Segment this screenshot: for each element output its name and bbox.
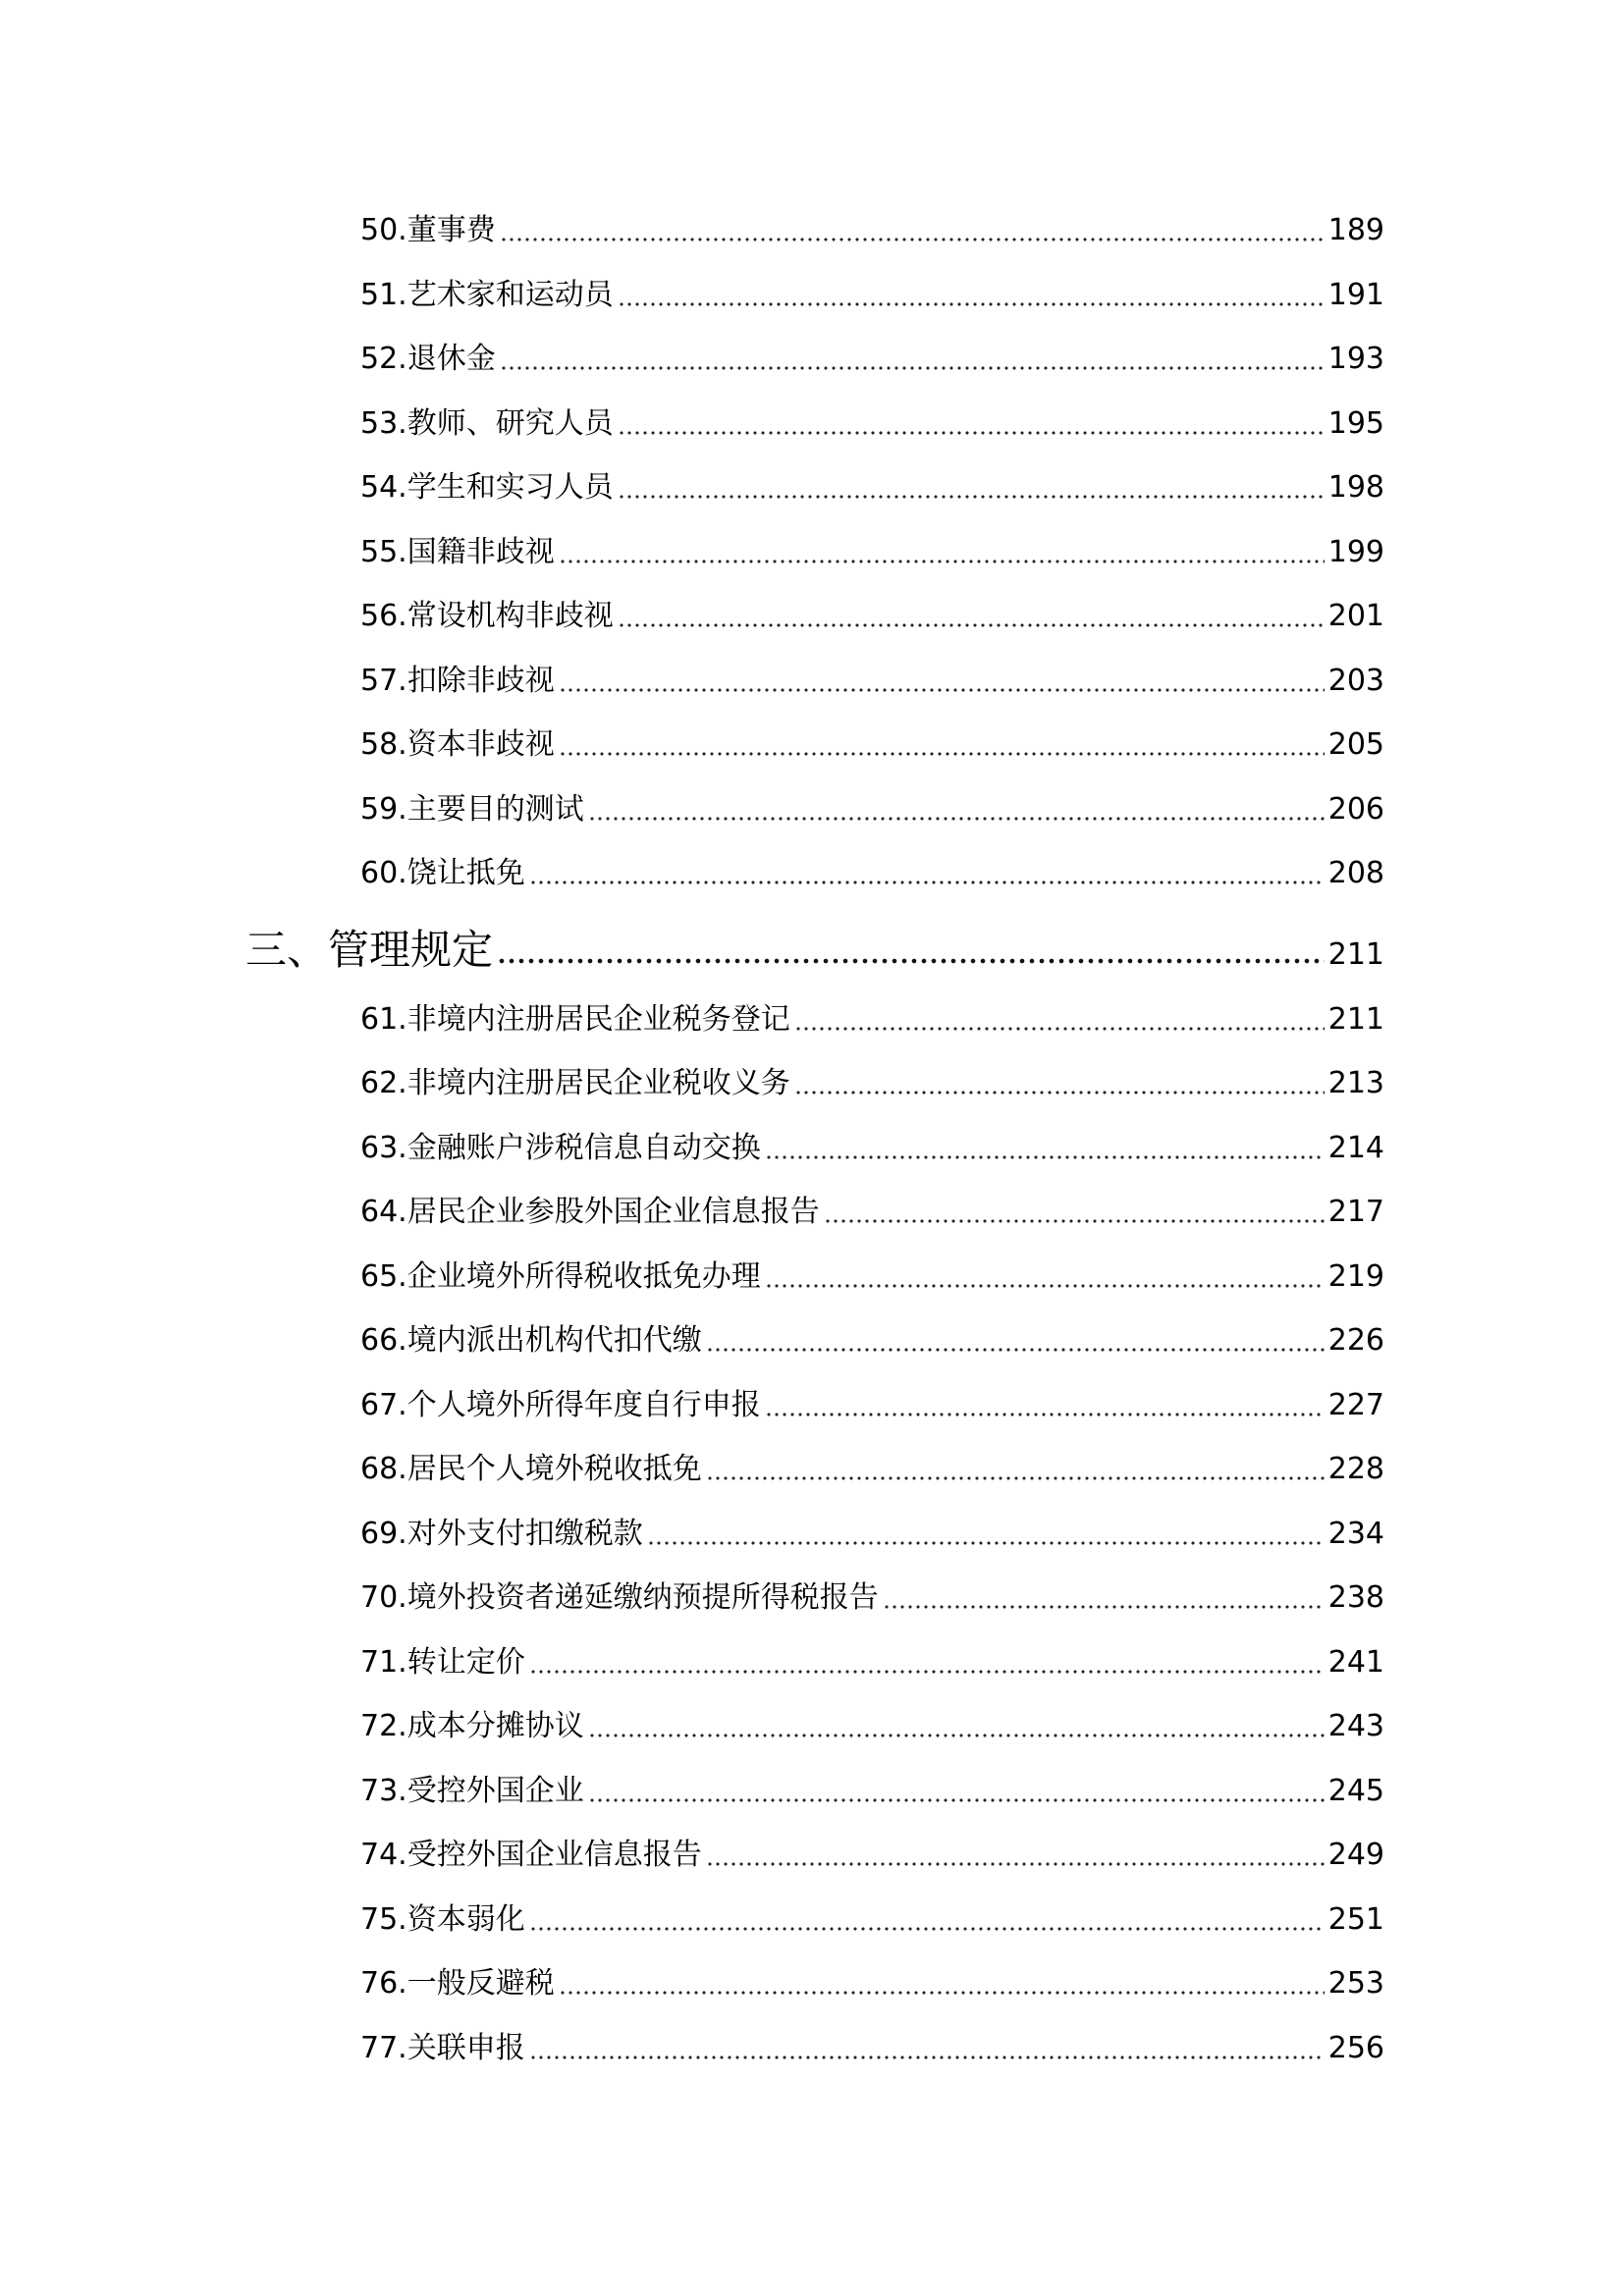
toc-entry[interactable] — [360, 1257, 1384, 1297]
toc-entry[interactable] — [360, 468, 1384, 507]
toc-entry-number: 52. — [360, 342, 407, 376]
toc-entry-number: 59. — [360, 792, 407, 827]
toc-entry-title: 受控外国企业 — [406, 1774, 584, 1808]
toc-entry-number: 51. — [360, 278, 407, 312]
toc-entry[interactable] — [360, 597, 1384, 636]
toc-entry-page: 191 — [1327, 278, 1384, 312]
dot-leader — [559, 752, 1325, 756]
toc-entry-title: 艺术家和运动员 — [406, 278, 614, 312]
dot-leader — [500, 238, 1325, 241]
toc-entry[interactable] — [360, 1321, 1384, 1361]
toc-entry-number: 53. — [360, 406, 407, 441]
toc-entry[interactable] — [360, 533, 1384, 572]
dot-leader — [765, 1413, 1325, 1416]
toc-entry[interactable] — [360, 1000, 1384, 1040]
dot-leader — [529, 881, 1325, 884]
toc-entry-title: 境内派出机构代扣代缴 — [406, 1323, 702, 1358]
toc-entry-page: 199 — [1327, 535, 1384, 569]
toc-entry-page: 195 — [1327, 406, 1384, 441]
toc-entry[interactable] — [360, 725, 1384, 765]
toc-entry-page: 228 — [1327, 1452, 1384, 1486]
toc-section-heading[interactable] — [245, 925, 1384, 976]
toc-entry[interactable] — [360, 211, 1384, 250]
toc-entry-page: 241 — [1327, 1645, 1384, 1680]
toc-entry-title: 常设机构非歧视 — [406, 599, 614, 633]
dot-leader — [559, 688, 1325, 692]
toc-entry-page: 251 — [1327, 1902, 1384, 1937]
toc-entry-number: 75. — [360, 1902, 407, 1937]
toc-entry[interactable] — [360, 854, 1384, 893]
toc-entry-title: 一般反避税 — [406, 1966, 555, 2001]
toc-entry-title: 企业境外所得税收抵免办理 — [406, 1259, 761, 1294]
toc-entry-number: 68. — [360, 1452, 407, 1486]
toc-entry-number: 61. — [360, 1002, 407, 1037]
toc-entry-title: 居民个人境外税收抵免 — [406, 1452, 702, 1486]
toc-entry[interactable] — [360, 276, 1384, 315]
toc-entry-number: 76. — [360, 1966, 407, 2001]
toc-entry[interactable] — [360, 1129, 1384, 1168]
toc-entry-page: 213 — [1327, 1066, 1384, 1100]
toc-section-title: 三、管理规定 — [245, 926, 494, 974]
toc-section-page: 211 — [1327, 937, 1384, 972]
toc-entry-page: 201 — [1327, 599, 1384, 633]
dot-leader — [883, 1605, 1325, 1609]
toc-entry-page: 245 — [1327, 1774, 1384, 1808]
dot-leader — [647, 1541, 1325, 1545]
toc-entry[interactable] — [360, 1964, 1384, 2003]
toc-entry-page: 203 — [1327, 664, 1384, 698]
toc-entry-number: 63. — [360, 1131, 407, 1165]
toc-entry-title: 关联申报 — [406, 2031, 525, 2065]
toc-entry[interactable] — [360, 662, 1384, 701]
toc-entry-title: 董事费 — [406, 213, 496, 247]
toc-entry[interactable] — [360, 1900, 1384, 1940]
toc-entry-page: 214 — [1327, 1131, 1384, 1165]
toc-entry[interactable] — [360, 1707, 1384, 1746]
toc-entry-title: 金融账户涉税信息自动交换 — [406, 1131, 761, 1165]
dot-leader — [618, 302, 1325, 306]
toc-entry-page: 205 — [1327, 727, 1384, 762]
toc-entry-title: 境外投资者递延缴纳预提所得税报告 — [406, 1580, 879, 1615]
toc-entry-page: 256 — [1327, 2031, 1384, 2065]
toc-entry[interactable] — [360, 1515, 1384, 1554]
toc-entry-title: 非境内注册居民企业税收义务 — [406, 1066, 790, 1100]
toc-entry[interactable] — [360, 1193, 1384, 1232]
toc-entry-number: 62. — [360, 1066, 407, 1100]
dot-leader — [588, 1734, 1325, 1737]
toc-entry-title: 非境内注册居民企业税务登记 — [406, 1002, 790, 1037]
toc-entry-title: 教师、研究人员 — [406, 406, 614, 441]
dot-leader — [500, 366, 1325, 370]
toc-entry-number: 60. — [360, 856, 407, 890]
toc-entry-number: 64. — [360, 1195, 407, 1229]
toc-entry-title: 个人境外所得年度自行申报 — [406, 1388, 761, 1422]
toc-entry-page: 234 — [1327, 1517, 1384, 1551]
toc-entry-page: 219 — [1327, 1259, 1384, 1294]
toc-entry[interactable] — [360, 1450, 1384, 1489]
dot-leader — [706, 1862, 1325, 1866]
toc-entry-number: 57. — [360, 664, 407, 698]
toc-entry-number: 77. — [360, 2031, 407, 2065]
dot-leader — [765, 1284, 1325, 1288]
dot-leader — [618, 495, 1325, 499]
toc-entry[interactable] — [360, 2029, 1384, 2068]
toc-entry-page: 249 — [1327, 1838, 1384, 1872]
toc-entry-title: 资本弱化 — [406, 1902, 525, 1937]
toc-entry[interactable] — [360, 1386, 1384, 1425]
toc-entry-number: 56. — [360, 599, 407, 633]
toc-entry[interactable] — [360, 1836, 1384, 1875]
dot-leader — [765, 1155, 1325, 1159]
toc-entry-page: 208 — [1327, 856, 1384, 890]
toc-entry-title: 居民企业参股外国企业信息报告 — [406, 1195, 820, 1229]
dot-leader — [559, 560, 1325, 563]
toc-entry-number: 65. — [360, 1259, 407, 1294]
toc-entry-title: 学生和实习人员 — [406, 470, 614, 505]
toc-entry-number: 66. — [360, 1323, 407, 1358]
toc-entry-title: 成本分摊协议 — [406, 1709, 584, 1743]
dot-leader — [706, 1348, 1325, 1352]
toc-entry-page: 243 — [1327, 1709, 1384, 1743]
dot-leader — [824, 1219, 1325, 1223]
dot-leader — [559, 1991, 1325, 1995]
toc-entry-title: 扣除非歧视 — [406, 664, 555, 698]
dot-leader — [794, 1027, 1325, 1031]
toc-entry-number: 72. — [360, 1709, 407, 1743]
toc-entry[interactable] — [360, 1578, 1384, 1618]
toc-entry-number: 69. — [360, 1517, 407, 1551]
toc-entry-title: 转让定价 — [406, 1645, 525, 1680]
dot-leader — [529, 2056, 1325, 2059]
toc-entry-title: 对外支付扣缴税款 — [406, 1517, 643, 1551]
toc-entry-title: 受控外国企业信息报告 — [406, 1838, 702, 1872]
toc-entry-title: 饶让抵免 — [406, 856, 525, 890]
toc-entry-number: 70. — [360, 1580, 407, 1615]
toc-entry-page: 189 — [1327, 213, 1384, 247]
toc-entry[interactable] — [360, 790, 1384, 829]
toc-entry-number: 67. — [360, 1388, 407, 1422]
toc-entry[interactable] — [360, 1064, 1384, 1103]
toc-entry[interactable] — [360, 340, 1384, 379]
toc-entry-page: 227 — [1327, 1388, 1384, 1422]
toc-entry-page: 211 — [1327, 1002, 1384, 1037]
toc-entry[interactable] — [360, 1772, 1384, 1811]
toc-entry-number: 73. — [360, 1774, 407, 1808]
toc-entry-page: 253 — [1327, 1966, 1384, 2001]
toc-entry-page: 206 — [1327, 792, 1384, 827]
dot-leader — [706, 1476, 1325, 1480]
dot-leader — [618, 431, 1325, 435]
dot-leader — [529, 1670, 1325, 1674]
toc-entry[interactable] — [360, 1643, 1384, 1682]
toc-entry-page: 226 — [1327, 1323, 1384, 1358]
toc-entry-title: 国籍非歧视 — [406, 535, 555, 569]
toc-entry-page: 238 — [1327, 1580, 1384, 1615]
toc-entry-number: 50. — [360, 213, 407, 247]
dot-leader — [497, 958, 1325, 964]
toc-entry-title: 退休金 — [406, 342, 496, 376]
toc-entry-number: 54. — [360, 470, 407, 505]
toc-entry-page: 217 — [1327, 1195, 1384, 1229]
toc-entry-title: 资本非歧视 — [406, 727, 555, 762]
toc-entry-page: 198 — [1327, 470, 1384, 505]
toc-entry-title: 主要目的测试 — [406, 792, 584, 827]
dot-leader — [794, 1091, 1325, 1095]
dot-leader — [588, 1798, 1325, 1802]
toc-entry-page: 193 — [1327, 342, 1384, 376]
dot-leader — [529, 1927, 1325, 1931]
toc-entry-number: 71. — [360, 1645, 407, 1680]
dot-leader — [618, 623, 1325, 627]
toc-entry-number: 55. — [360, 535, 407, 569]
dot-leader — [588, 817, 1325, 821]
toc-entry[interactable] — [360, 404, 1384, 444]
toc-entry-number: 74. — [360, 1838, 407, 1872]
toc-entry-number: 58. — [360, 727, 407, 762]
